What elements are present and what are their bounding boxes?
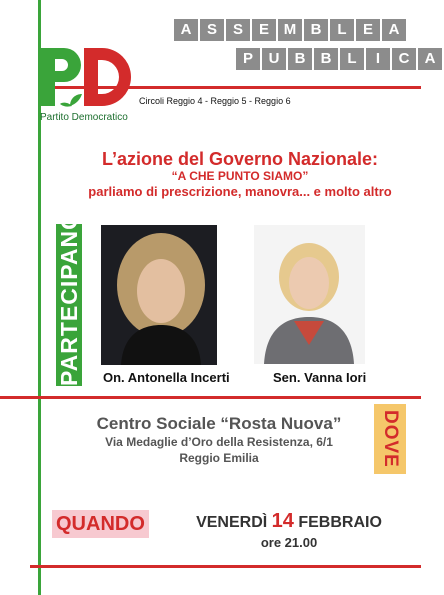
header-letter: E <box>356 19 380 41</box>
venue-name: Centro Sociale “Rosta Nuova” <box>96 414 342 433</box>
speaker-2-portrait-icon <box>254 225 365 364</box>
date-month: FEBBRAIO <box>298 514 382 531</box>
date-line <box>176 510 402 534</box>
header-letter: I <box>366 48 390 70</box>
header-letter: A <box>174 19 198 41</box>
circoli-text: Circoli Reggio 4 - Reggio 5 - Reggio 6 <box>139 96 291 106</box>
header-assemblea <box>174 19 408 41</box>
header-letter: C <box>392 48 416 70</box>
header-letter: M <box>278 19 302 41</box>
dove-label: DOVE <box>374 404 406 474</box>
header-letter: A <box>382 19 406 41</box>
speaker-name-1: On. Antonella Incerti <box>103 370 230 385</box>
pd-logo <box>40 48 134 126</box>
header-pubblica <box>236 48 444 70</box>
header-letter: E <box>252 19 276 41</box>
header-letter: U <box>262 48 286 70</box>
speaker-photo-1 <box>101 225 217 365</box>
date-day: 14 <box>271 510 294 532</box>
header-letter: L <box>330 19 354 41</box>
header-letter: A <box>418 48 442 70</box>
title-line-3: parliamo di prescrizione, manovra... e molto altro <box>88 184 392 199</box>
venue-block <box>68 414 370 466</box>
red-divider-middle <box>0 396 421 399</box>
red-divider-bottom <box>30 565 421 568</box>
header-letter: S <box>226 19 250 41</box>
header-letter: B <box>304 19 328 41</box>
header-letter: B <box>314 48 338 70</box>
speaker-name-2: Sen. Vanna Iori <box>273 370 367 385</box>
date-time: ore 21.00 <box>260 535 318 550</box>
title-line-1: L’azione del Governo Nazionale: <box>101 149 379 169</box>
logo-text: Partito Democratico <box>40 112 128 123</box>
header-letter: P <box>236 48 260 70</box>
event-title <box>80 149 400 201</box>
pd-logo-icon <box>40 48 134 110</box>
speaker-1-portrait-icon <box>101 225 217 365</box>
date-block <box>176 510 402 552</box>
header-letter: B <box>288 48 312 70</box>
date-weekday: VENERDÌ <box>196 514 268 531</box>
partecipano-label: PARTECIPANO <box>56 211 82 386</box>
venue-city: Reggio Emilia <box>179 451 259 465</box>
quando-label: QUANDO <box>52 510 149 538</box>
venue-address: Via Medaglie d’Oro della Resistenza, 6/1 <box>105 435 333 449</box>
header-letter: S <box>200 19 224 41</box>
header-letter: L <box>340 48 364 70</box>
speaker-photo-2 <box>254 225 365 364</box>
title-line-2: “A CHE PUNTO SIAMO” <box>171 169 309 183</box>
